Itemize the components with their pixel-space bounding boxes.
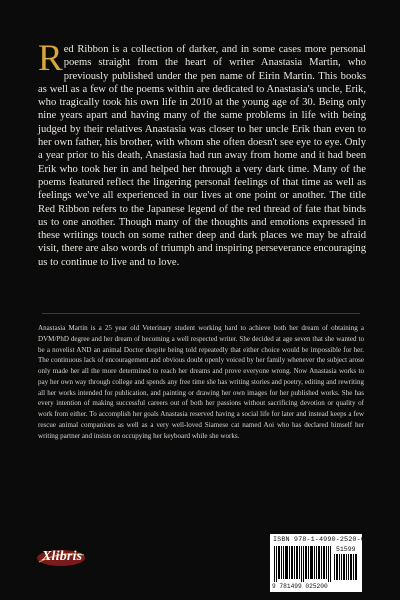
section-divider (42, 313, 360, 314)
blurb-paragraph (38, 38, 366, 269)
drop-cap: R (38, 38, 63, 79)
addon-barcode-icon (334, 554, 358, 580)
author-bio: Anastasia Martin is a 25 year old Veterinary student working hard to achieve both her dream of obtaining a DVM/PhD degree and her dream of becoming a well respected writer. She decided at age seven that she wanted to be a novelist AND an animal Doctor despite being told repeatedly that either choice would be impossible for her. The continuous lack of encouragement and obvious doubt openly voiced by her family whenever the subject arose only made her all the more determined to reach her dreams and prove everyone wrong. Now Anastasia works to pay her own way through college and spends any free time she has writing stories and poetry, editing and rewriting all her works intended for publication, and painting or drawing her own images for her published works. She has every intention of making successful careers out of both her passions without sacrificing devotion or quality of work from either. To accomplish her goals Anastasia reserved having a social life for later and instead keeps a few rescue animal companions as well as a very well-loved Siamese cat named Aoi who has declared himself her writing partner and insists on occupying her keyboard while she works. (38, 324, 364, 440)
ean-barcode-icon (274, 546, 332, 582)
isbn-label: ISBN 978-1-4990-2520-0 (273, 536, 365, 544)
barcode-digits: 9 781499 025200 (272, 583, 328, 590)
blurb-text: ed Ribbon is a collection of darker, and in some cases more personal poems straight from the heart of writer Anastasia Martin, who previously published under the pen name of Eirin Martin. This books as well as a few of the poems within are dedicated to Anastasia's uncle, Erik, who tragically took his own life in 2010 at the young age of 30. Being only nine years apart and having many of the same problems in life with being judged by their relatives Anastasia was closer to her uncle Erik than even to her own father, his brother, with whom she often doesn't see eye to eye. Only a year prior to his death, Anastasia had run away from home and it had been Erik who took her in and helped her through a very dark time. Many of the poems featured reflect the lingering personal feelings of that time as well as feelings we've all experienced in our lives at one point or another. The title Red Ribbon refers to the Japanese legend of the red thread of fate that binds us to one another. Though many of the thoughts and emotions expressed in these writings touch on some rather deep and dark places we may be afraid visit, there are also words of triumph and inspiring perseverance encouraging us to continue to live and to love. (38, 44, 366, 268)
publisher-logo-text: Xlibris (42, 549, 83, 564)
publisher-logo (36, 547, 86, 567)
isbn-barcode-box (270, 534, 365, 592)
price-code: 51599 (336, 546, 356, 553)
